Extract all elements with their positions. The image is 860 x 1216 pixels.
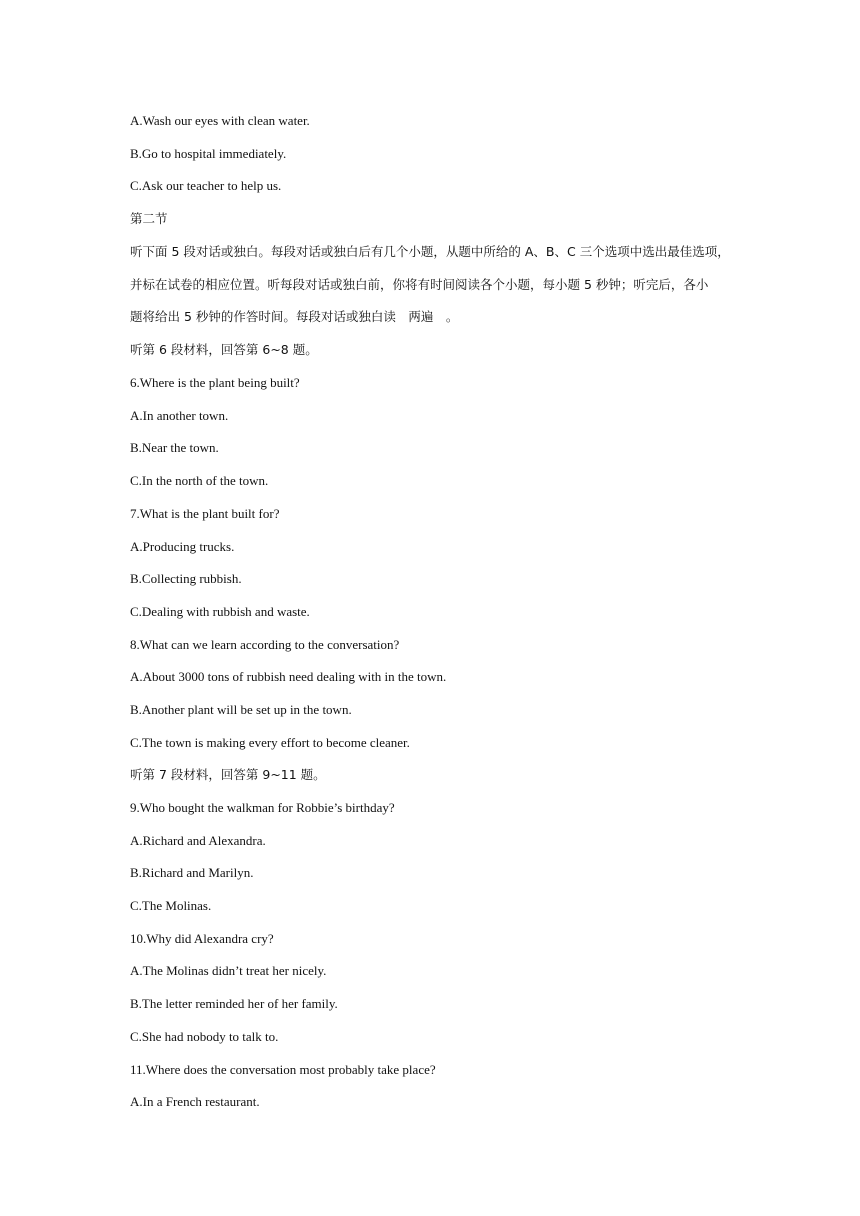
question-9-option-b: B.Richard and Marilyn. bbox=[130, 865, 254, 880]
question-11-option-a: A.In a French restaurant. bbox=[130, 1094, 260, 1109]
material-7-heading: 听第 7 段材料，回答第 9~11 题。 bbox=[130, 767, 326, 782]
question-7-option-b: B.Collecting rubbish. bbox=[130, 571, 242, 586]
question-7: 7.What is the plant built for? bbox=[130, 506, 280, 521]
prev-option-a: A.Wash our eyes with clean water. bbox=[130, 113, 310, 128]
question-10: 10.Why did Alexandra cry? bbox=[130, 931, 274, 946]
question-7-option-c: C.Dealing with rubbish and waste. bbox=[130, 604, 310, 619]
question-9-option-a: A.Richard and Alexandra. bbox=[130, 833, 266, 848]
question-6: 6.Where is the plant being built? bbox=[130, 375, 300, 390]
question-8: 8.What can we learn according to the conversation? bbox=[130, 637, 400, 652]
question-9: 9.Who bought the walkman for Robbie’s birthday? bbox=[130, 800, 395, 815]
question-8-option-b: B.Another plant will be set up in the town. bbox=[130, 702, 352, 717]
section-heading: 第二节 bbox=[130, 211, 168, 226]
prev-option-c: C.Ask our teacher to help us. bbox=[130, 178, 282, 193]
question-8-option-a: A.About 3000 tons of rubbish need dealing with in the town. bbox=[130, 669, 447, 684]
question-11: 11.Where does the conversation most probably take place? bbox=[130, 1062, 436, 1077]
question-10-option-b: B.The letter reminded her of her family. bbox=[130, 996, 338, 1011]
question-6-option-c: C.In the north of the town. bbox=[130, 473, 269, 488]
instructions-line-1: 听下面 5 段对话或独白。每段对话或独白后有几个小题，从题中所给的 A、B、C 三个选项中选出最佳选项， bbox=[130, 244, 730, 259]
question-10-option-c: C.She had nobody to talk to. bbox=[130, 1029, 279, 1044]
question-6-option-a: A.In another town. bbox=[130, 408, 229, 423]
question-6-option-b: B.Near the town. bbox=[130, 440, 219, 455]
instructions-line-3: 题将给出 5 秒钟的作答时间。每段对话或独白读 两遍 。 bbox=[130, 309, 459, 324]
question-8-option-c: C.The town is making every effort to become cleaner. bbox=[130, 735, 410, 750]
question-7-option-a: A.Producing trucks. bbox=[130, 539, 235, 554]
prev-option-b: B.Go to hospital immediately. bbox=[130, 146, 287, 161]
material-6-heading: 听第 6 段材料，回答第 6~8 题。 bbox=[130, 342, 318, 357]
question-10-option-a: A.The Molinas didn’t treat her nicely. bbox=[130, 963, 327, 978]
instructions-line-2: 并标在试卷的相应位置。听每段对话或独白前，你将有时间阅读各个小题，每小题 5 秒钟；听完后，各小 bbox=[130, 277, 709, 292]
question-9-option-c: C.The Molinas. bbox=[130, 898, 212, 913]
